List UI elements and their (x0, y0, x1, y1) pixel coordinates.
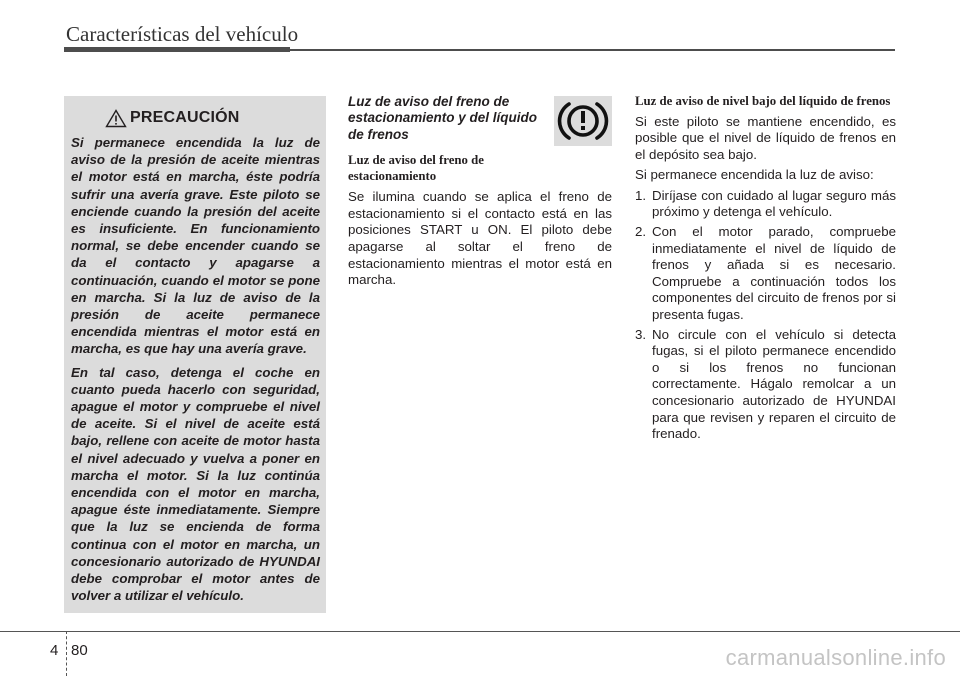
brake-fluid-section (635, 94, 896, 446)
parking-brake-title: Luz de aviso del freno de estacionamiento y del líquido de frenos (348, 94, 538, 142)
caution-header (71, 106, 320, 130)
caution-title: PRECAUCIÓN (130, 109, 240, 126)
step-text: Diríjase con cuidado al lugar seguro más próximo y detenga el vehículo. (652, 187, 896, 220)
parking-brake-subtitle: Luz de aviso del freno de estacionamiento (348, 153, 484, 183)
list-item (635, 327, 896, 443)
step-text: No circule con el vehículo si detecta fugas, si el piloto permanece encendido o si los frenos no funcionan correctamente. Hágalo remolcar a un concesionario autorizado de HYUNDAI para que revisen y reparen el circuito de frenado. (652, 326, 896, 442)
caution-box (64, 96, 326, 613)
brake-fluid-subtitle: Luz de aviso de nivel bajo del líquido de frenos (635, 94, 891, 108)
footer-divider (66, 631, 67, 676)
caution-paragraph-2: En tal caso, detenga el coche en cuanto pueda hacerlo con seguridad, apague el motor y compruebe el nivel de aceite. Si el nivel de aceite está bajo, rellene con aceite de motor hasta el nivel adecuado y vuelva a poner en marcha el motor. Si la luz continúa encendida con el motor en marcha, apague éste inmediatamente. Siempre que la luz se encienda de forma continua con el motor en marcha, un concesionario autorizado de HYUNDAI debe comprobar el motor antes de volver a utilizar el vehículo. (71, 364, 320, 604)
step-number: 1. (635, 187, 647, 203)
list-item (635, 188, 896, 221)
footer-rule (0, 631, 960, 632)
list-item (635, 224, 896, 324)
header-rule-thick (64, 47, 290, 52)
step-number: 3. (635, 326, 647, 342)
caution-paragraph-1: Si permanece encendida la luz de aviso de la presión de aceite mientras el motor está en marcha, éste podría sufrir una avería grave. Este piloto se enciende cuando la presión del aceite es insuficiente. En funcionamiento normal, se debe encender cuando se da el contacto y apagarse a continuación, cuando el motor se pone en marcha. Si la luz de aviso de la presión de aceite permanece encendida mientras el motor está en marcha, es que hay una avería grave. (71, 135, 320, 357)
parking-brake-body: Se ilumina cuando se aplica el freno de estacionamiento si el contacto está en las posiciones START u ON. El piloto debe apagarse al soltar el freno de estacionamiento mientras el motor está en marcha. (348, 189, 612, 288)
warning-triangle-icon (105, 109, 127, 128)
page-number: 80 (71, 642, 88, 659)
parking-brake-section (348, 94, 612, 289)
brake-fluid-lead: Si permanece encendida la luz de aviso: (635, 167, 874, 183)
step-number: 2. (635, 224, 647, 240)
header-rule-thin (290, 49, 895, 51)
step-text: Con el motor parado, compruebe inmediatamente el nivel de líquido de frenos y añada si es necesario. Compruebe a continuación todos los componentes del circuito de frenos por si presenta fugas. (652, 224, 896, 323)
page-header-title: Características del vehículo (66, 22, 299, 46)
watermark: carmanualsonline.info (725, 645, 946, 670)
section-number: 4 (50, 642, 59, 659)
brake-fluid-steps (635, 188, 896, 443)
brake-fluid-intro: Si este piloto se mantiene encendido, es posible que el nivel de líquido de frenos en el depósito sea bajo. (635, 113, 896, 162)
